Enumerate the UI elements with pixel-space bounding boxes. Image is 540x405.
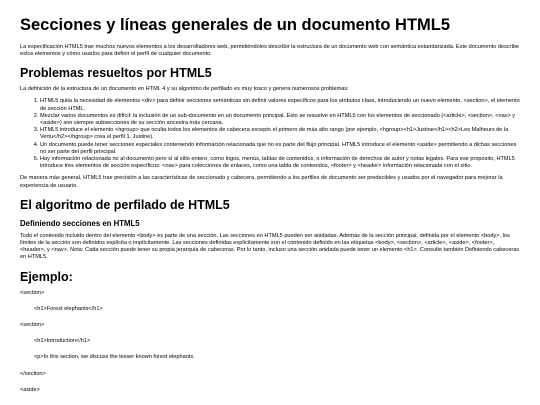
code-line: <p>In this section, we discuss the lesser known forest elephants.: [34, 354, 195, 361]
list-item: 5. Hay información relacionada no al documento pero sí al sitio entero, como logos, menús, tablas de contenidos, o información de derechos de autor y notas legales. Para ese propósito, HTML5 introduce tres elementos de sección específicos: <nav> para colecciones de enlaces, como una tabla de contenidos, <footer> y <header> información relacionada con el sitio.: [40, 156, 520, 170]
intro-paragraph: La especificación HTML5 trae muchos nuevos elementos a los desarrolladores web, permitiéndoles describir la estructura de un documento web con semántica estandarizada. Este documento describe estos elementos y cómo usarlos para definir el perfil de cualquier documento.: [20, 43, 520, 57]
defining-sections-text: Todo el contenido incluido dentro del elemento <body> es parte de una sección. Las secciones en HTML5 pueden ser anidadas. Además de la sección principal, definida por el elemento <body>, los límites de la sección son definidos explícita o implícitamente. Las secciones definidas explícitamente son el contenido definido en las etiquetas <body>, <section>, <article>, <aside>, <footer>, <header>, y <nav>. Nota: Cada sección puede tener su propia jerarquía de cabeceras. Por lo tanto, incluso una sección anidada puede tener un elemento <h1>. Consulte también Definiendo cabeceras en HTML5.: [20, 232, 520, 261]
code-line: <h1>Introduction</h1>: [34, 338, 91, 345]
code-line: <section>: [20, 322, 45, 329]
section-heading-algorithm: El algoritmo de perfilado de HTML5: [20, 197, 230, 212]
list-item: 2. Mezclar varios documentos es difícil: la inclusión de un sub-documento en un documento principal. Esto se resuelve en HTML5 con los elementos de seccionado (<article>, <section>, <nav> y <aside>) son siempre subsecciones de su sección ancestra más cercana.: [40, 113, 520, 127]
section-heading-example: Ejemplo:: [20, 269, 73, 284]
problems-list: [20, 98, 520, 170]
code-line: <h1>Forest elephants</h1>: [34, 305, 103, 312]
code-line: </section>: [20, 370, 46, 377]
list-item: 4. Un documento puede tener secciones especiales conteniendo información relacionada que no es parte del flujo principal. HTML5 introduce el elemento <aside> permitiendo a dichas secciones no ser parte del perfil principal.: [40, 142, 520, 156]
page-title: Secciones y líneas generales de un documento HTML5: [20, 16, 451, 34]
problems-lead: La definición de la estructura de un documento en HTML 4 y su algoritmo de perfilado es muy tosco y genera numerosos problemas:: [20, 86, 349, 93]
code-line: <section>: [20, 289, 45, 296]
subheading-defining-sections: Definiendo secciones en HTML5: [20, 218, 140, 228]
code-line: <aside>: [20, 386, 40, 393]
section-heading-problems: Problemas resueltos por HTML5: [20, 66, 212, 81]
problems-conclusion: De manera más general, HTML5 trae precisión a las características de seccionado y cabecera, permitiendo a los perfiles de documento ser predecibles y usados por el navegador para mejorar la experiencia de usuario.: [20, 175, 503, 189]
list-item: 1. HTML5 quita la necesidad de elementos <div> para definir secciones semánticas sin definir valores específicos para los atributos class, introduciendo un nuevo elemento, <section>, el elemento de sección HTML.: [40, 98, 520, 112]
list-item: 3. HTML5 introduce el elemento <hgroup> que oculta todos los elementos de cabecera excepto el primero de más alto rango (por ejemplo, <hgroup><h1>Justine</h1><h2>Les Malheurs de la Vertu</h2></hgroup> crea el perfil 1. Justine).: [40, 127, 520, 141]
example-code: [20, 290, 520, 394]
